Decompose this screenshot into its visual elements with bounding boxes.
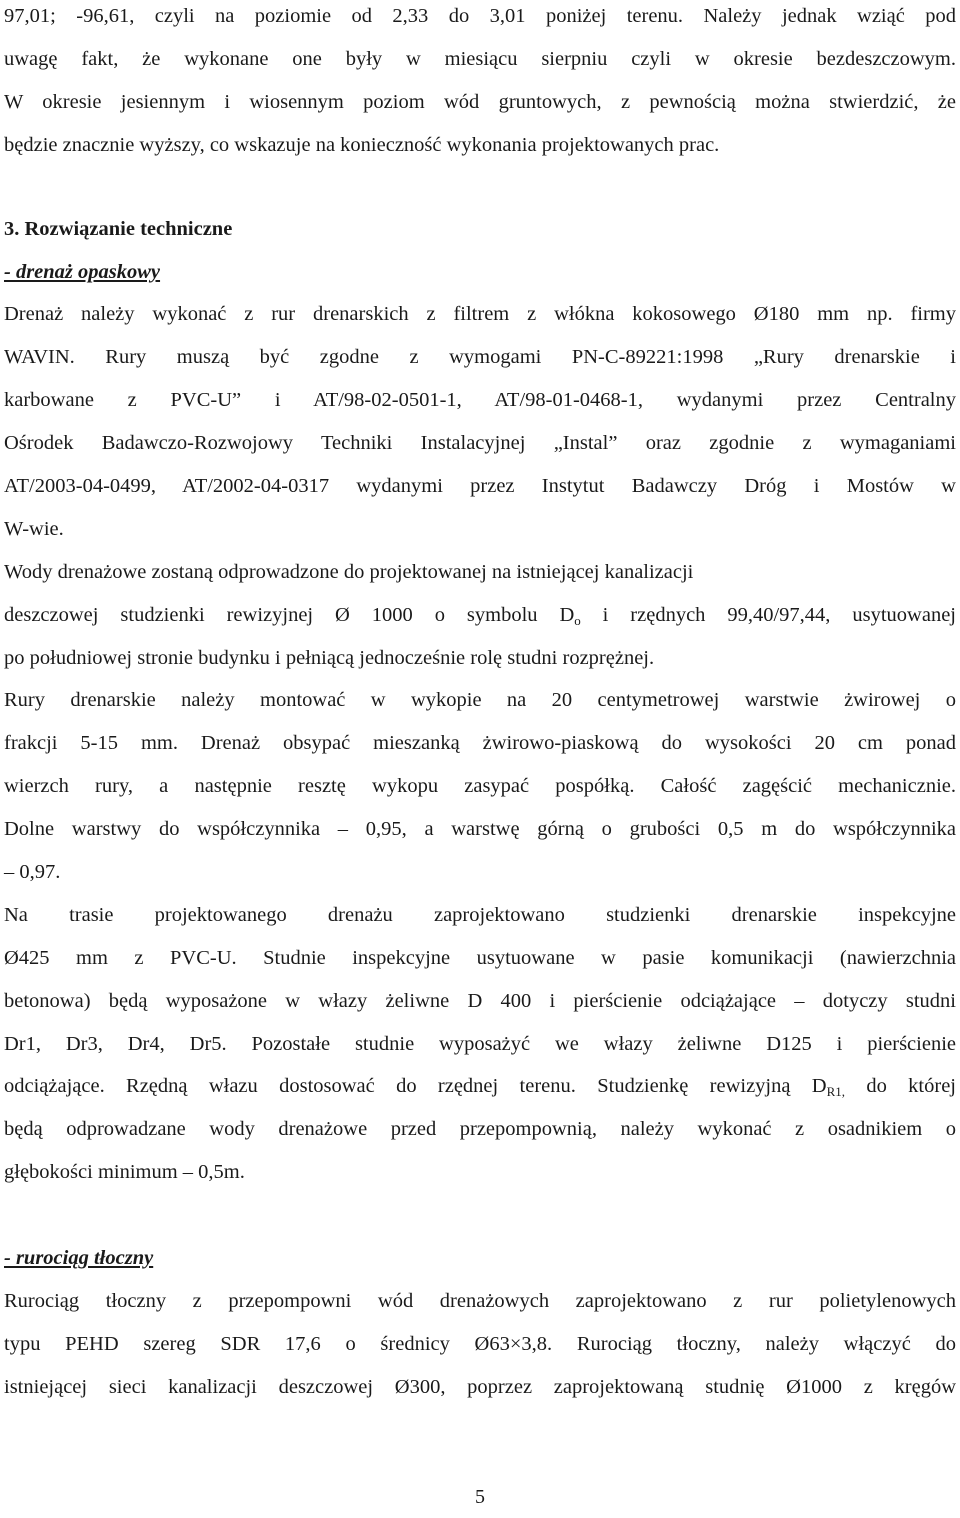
symbol-subscript: R1, (826, 1084, 846, 1099)
wells-line: Dr1, Dr3, Dr4, Dr5. Pozostałe studnie wyposażyć we włazy żeliwne D125 i pierścienie (4, 1033, 956, 1055)
drainage-line: AT/2003-04-0499, AT/2002-04-0317 wydanymi przez Instytut Badawczy Dróg i Mostów w (4, 475, 956, 497)
pipes-line: wierzch rury, a następnie resztę wykopu zasypać pospółką. Całość zagęścić mechanicznie. (4, 775, 956, 797)
wells-line: Ø425 mm z PVC-U. Studnie inspekcyjne usytuowane w pasie komunikacji (nawierzchnia (4, 947, 956, 969)
water-line-text: deszczowej studzienki rewizyjnej Ø 1000 o symbolu D (4, 604, 575, 626)
section-heading: 3. Rozwiązanie techniczne (4, 218, 233, 240)
drainage-line: Ośrodek Badawczo-Rozwojowy Techniki Instalacyjnej „Instal” oraz zgodnie z wymaganiami (4, 432, 956, 454)
drainage-line: WAVIN. Rury muszą być zgodne z wymogami PN-C-89221:1998 „Rury drenarskie i (4, 346, 956, 368)
wells-line-text: do której (845, 1075, 957, 1097)
wells-line: Na trasie projektowanego drenażu zaprojektowano studzienki drenarskie inspekcyjne (4, 904, 956, 926)
drainage-line: karbowane z PVC-U” i AT/98-02-0501-1, AT/98-01-0468-1, wydanymi przez Centralny (4, 389, 956, 411)
wells-line (4, 1073, 956, 1099)
pressure-line: Rurociąg tłoczny z przepompowni wód drenażowych zaprojektowano z rur polietylenowych (4, 1290, 956, 1312)
pipes-line: Rury drenarskie należy montować w wykopie na 20 centymetrowej warstwie żwirowej o (4, 689, 956, 711)
intro-line: 97,01; -96,61, czyli na poziomie od 2,33 do 3,01 poniżej terenu. Należy jednak wziąć pod (4, 5, 956, 27)
pipes-line: Dolne warstwy do współczynnika – 0,95, a warstwę górną o grubości 0,5 m do współczynnika (4, 818, 956, 840)
pipes-line: frakcji 5-15 mm. Drenaż obsypać mieszanką żwirowo-piaskową do wysokości 20 cm ponad (4, 732, 956, 754)
water-line (4, 602, 956, 628)
drainage-line: Drenaż należy wykonać z rur drenarskich z filtrem z włókna kokosowego Ø180 mm np. firmy (4, 303, 956, 325)
subheading-drainage: - drenaż opaskowy (4, 261, 161, 283)
wells-line-text: odciążające. Rzędną włazu dostosować do rzędnej terenu. Studzienkę rewizyjną D (4, 1075, 827, 1097)
intro-line: będzie znacznie wyższy, co wskazuje na konieczność wykonania projektowanych prac. (4, 134, 720, 156)
wells-line: będą odprowadzane wody drenażowe przed przepompownią, należy wykonać z osadnikiem o (4, 1118, 956, 1140)
subheading-pressure: - rurociąg tłoczny (4, 1247, 154, 1269)
page-number: 5 (475, 1486, 485, 1508)
water-line: Wody drenażowe zostaną odprowadzone do projektowanej na istniejącej kanalizacji (4, 561, 694, 583)
water-line: po południowej stronie budynku i pełniącą jednocześnie rolę studni rozprężnej. (4, 647, 655, 669)
intro-line: W okresie jesiennym i wiosennym poziom wód gruntowych, z pewnością można stwierdzić, że (4, 91, 956, 113)
wells-line: głębokości minimum – 0,5m. (4, 1161, 245, 1183)
symbol-subscript: o (574, 613, 581, 628)
intro-line: uwagę fakt, że wykonane one były w miesiącu sierpniu czyli w okresie bezdeszczowym. (4, 48, 956, 70)
pressure-line: istniejącej sieci kanalizacji deszczowej Ø300, poprzez zaprojektowaną studnię Ø1000 z kręgów (4, 1376, 956, 1398)
pipes-line: – 0,97. (4, 861, 61, 883)
wells-line: betonowa) będą wyposażone w włazy żeliwne D 400 i pierścienie odciążające – dotyczy studni (4, 990, 956, 1012)
drainage-line: W-wie. (4, 518, 64, 540)
water-line-text: i rzędnych 99,40/97,44, usytuowanej (580, 604, 956, 626)
pressure-line: typu PEHD szereg SDR 17,6 o średnicy Ø63×3,8. Rurociąg tłoczny, należy włączyć do (4, 1333, 956, 1355)
